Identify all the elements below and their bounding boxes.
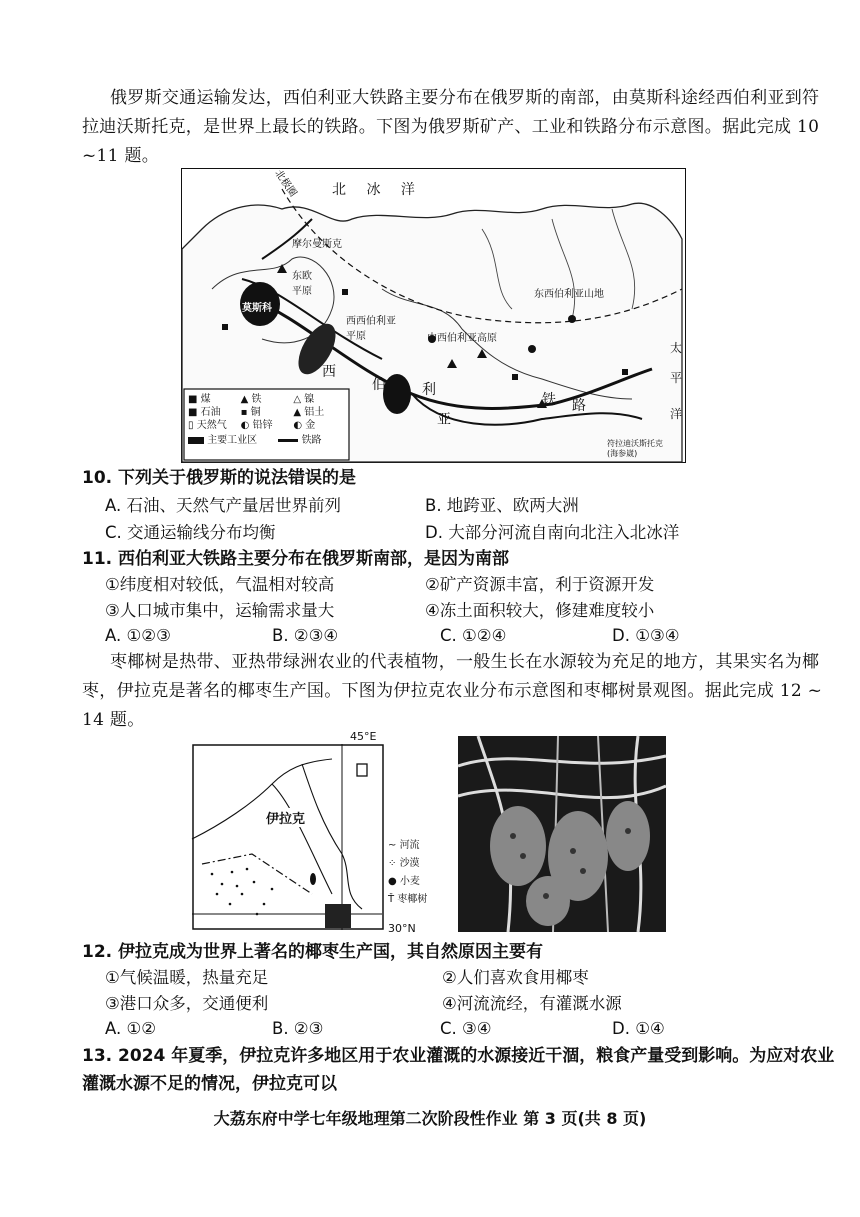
q10-option-c[interactable]: C. 交通运输线分布均衡 [105, 523, 276, 542]
legend-item: ▲ 铝土 [293, 407, 325, 418]
railway-char-4: 亚 [437, 412, 451, 428]
vladivostok-label: 符拉迪沃斯托克 (海参崴) [607, 439, 663, 458]
railway-char-2: 伯 [372, 377, 386, 393]
legend-item: ■ 煤 [188, 394, 211, 405]
q12-option-b[interactable]: B. ②③ [272, 1019, 324, 1038]
pacific-char-1: 太 [670, 341, 683, 355]
q12-statement-1: ①气候温暖，热量充足 [105, 968, 269, 987]
murmansk-label: 摩尔曼斯克 [292, 239, 342, 250]
page-footer: 大荔东府中学七年级地理第二次阶段性作业 第 3 页(共 8 页) [213, 1109, 647, 1128]
intro1-line3: ~11 题。 [82, 146, 160, 166]
q11-option-c[interactable]: C. ①②④ [440, 626, 507, 645]
q12-option-d[interactable]: D. ①④ [612, 1019, 665, 1038]
railway-char-6: 路 [572, 398, 586, 414]
q11-statement-1: ①纬度相对较低，气温相对较高 [105, 575, 335, 594]
pacific-char-2: 平 [670, 371, 683, 385]
moscow-label: 莫斯科 [242, 303, 272, 314]
date-palm-drawing [458, 736, 666, 932]
q13-stem-line2: 灌溉水源不足的情况，伊拉克可以 [82, 1074, 337, 1094]
legend-item: ▪ 铜 [240, 407, 261, 418]
q11-statement-3: ③人口城市集中，运输需求量大 [105, 601, 335, 620]
legend-industry-label: 主要工业区 [207, 435, 258, 446]
q11-statement-4: ④冻土面积较大，修建难度较小 [425, 601, 655, 620]
legend-desert: ⁘ 沙漠 [388, 858, 420, 869]
date-palm-photo [458, 736, 666, 932]
arctic-circle-label: 北极圈 [272, 168, 299, 200]
ocean-north-label: 北 冰 洋 [332, 182, 423, 198]
russia-map-legend [188, 393, 346, 447]
legend-item: △ 镍 [293, 394, 315, 405]
q12-option-c[interactable]: C. ③④ [440, 1019, 492, 1038]
legend-date-palm: Ť 枣椰树 [388, 894, 428, 905]
intro2-line2: 枣，伊拉克是著名的椰枣生产国。下图为伊拉克农业分布示意图和枣椰树景观图。据此完成 12 ~ [82, 681, 823, 701]
legend-item: ◐ 金 [293, 420, 316, 431]
q12-statement-4: ④河流流经，有灌溉水源 [442, 994, 622, 1013]
iraq-label: 伊拉克 [266, 808, 305, 827]
q12-statement-2: ②人们喜欢食用椰枣 [442, 968, 589, 987]
east-europe-plain-label: 东欧 平原 [292, 271, 312, 297]
q12-stem: 12. 伊拉克成为世界上著名的椰枣生产国，其自然原因主要有 [82, 942, 544, 962]
q11-option-a[interactable]: A. ①②③ [105, 626, 171, 645]
lat-label: 30°N [388, 922, 416, 935]
lon-label: 45°E [350, 730, 377, 743]
intro2-line1: 枣椰树是热带、亚热带绿洲农业的代表植物，一般生长在水源较为充足的地方，其果实名为椰 [110, 652, 820, 672]
q12-statement-3: ③港口众多，交通便利 [105, 994, 269, 1013]
legend-railway-swatch [278, 439, 298, 442]
legend-river: ~ 河流 [388, 840, 420, 851]
pacific-char-3: 洋 [670, 407, 683, 421]
railway-char-5: 铁 [542, 392, 556, 408]
iraq-map [192, 730, 438, 935]
q11-statement-2: ②矿产资源丰富，利于资源开发 [425, 575, 655, 594]
q11-option-d[interactable]: D. ①③④ [612, 626, 680, 645]
q10-stem: 10. 下列关于俄罗斯的说法错误的是 [82, 468, 357, 488]
legend-item: ◐ 铅锌 [240, 420, 273, 431]
intro2-line3: 14 题。 [82, 710, 145, 730]
east-siberia-mountains-label: 东西伯利亚山地 [534, 289, 604, 300]
legend-wheat: ● 小麦 [388, 876, 420, 887]
central-siberia-plateau-label: 中西伯利亚高原 [427, 333, 497, 344]
west-siberia-plain-label: 西西伯利亚 平原 [346, 316, 396, 342]
intro1-line2: 拉迪沃斯托克，是世界上最长的铁路。下图为俄罗斯矿产、工业和铁路分布示意图。据此完成 10 [82, 117, 820, 137]
russia-map [181, 168, 686, 463]
q10-option-d[interactable]: D. 大部分河流自南向北注入北冰洋 [425, 523, 680, 542]
q13-stem-line1: 13. 2024 年夏季，伊拉克许多地区用于农业灌溉的水源接近干涸，粮食产量受到影响。为应对农业 [82, 1046, 835, 1066]
intro1-line1: 俄罗斯交通运输发达，西伯利亚大铁路主要分布在俄罗斯的南部，由莫斯科途经西伯利亚到符 [110, 88, 820, 108]
q12-option-a[interactable]: A. ①② [105, 1019, 157, 1038]
legend-item: ▯ 天然气 [188, 420, 227, 431]
legend-railway-label: 铁路 [301, 435, 322, 446]
railway-char-1: 西 [322, 364, 336, 380]
q11-option-b[interactable]: B. ②③④ [272, 626, 339, 645]
q10-option-a[interactable]: A. 石油、天然气产量居世界前列 [105, 496, 341, 515]
railway-char-3: 利 [422, 382, 436, 398]
legend-industry-swatch [188, 437, 204, 444]
legend-item: ■ 石油 [188, 407, 221, 418]
q11-stem: 11. 西伯利亚大铁路主要分布在俄罗斯南部，是因为南部 [82, 549, 510, 569]
q10-option-b[interactable]: B. 地跨亚、欧两大洲 [425, 496, 579, 515]
legend-item: ▲ 铁 [240, 394, 262, 405]
